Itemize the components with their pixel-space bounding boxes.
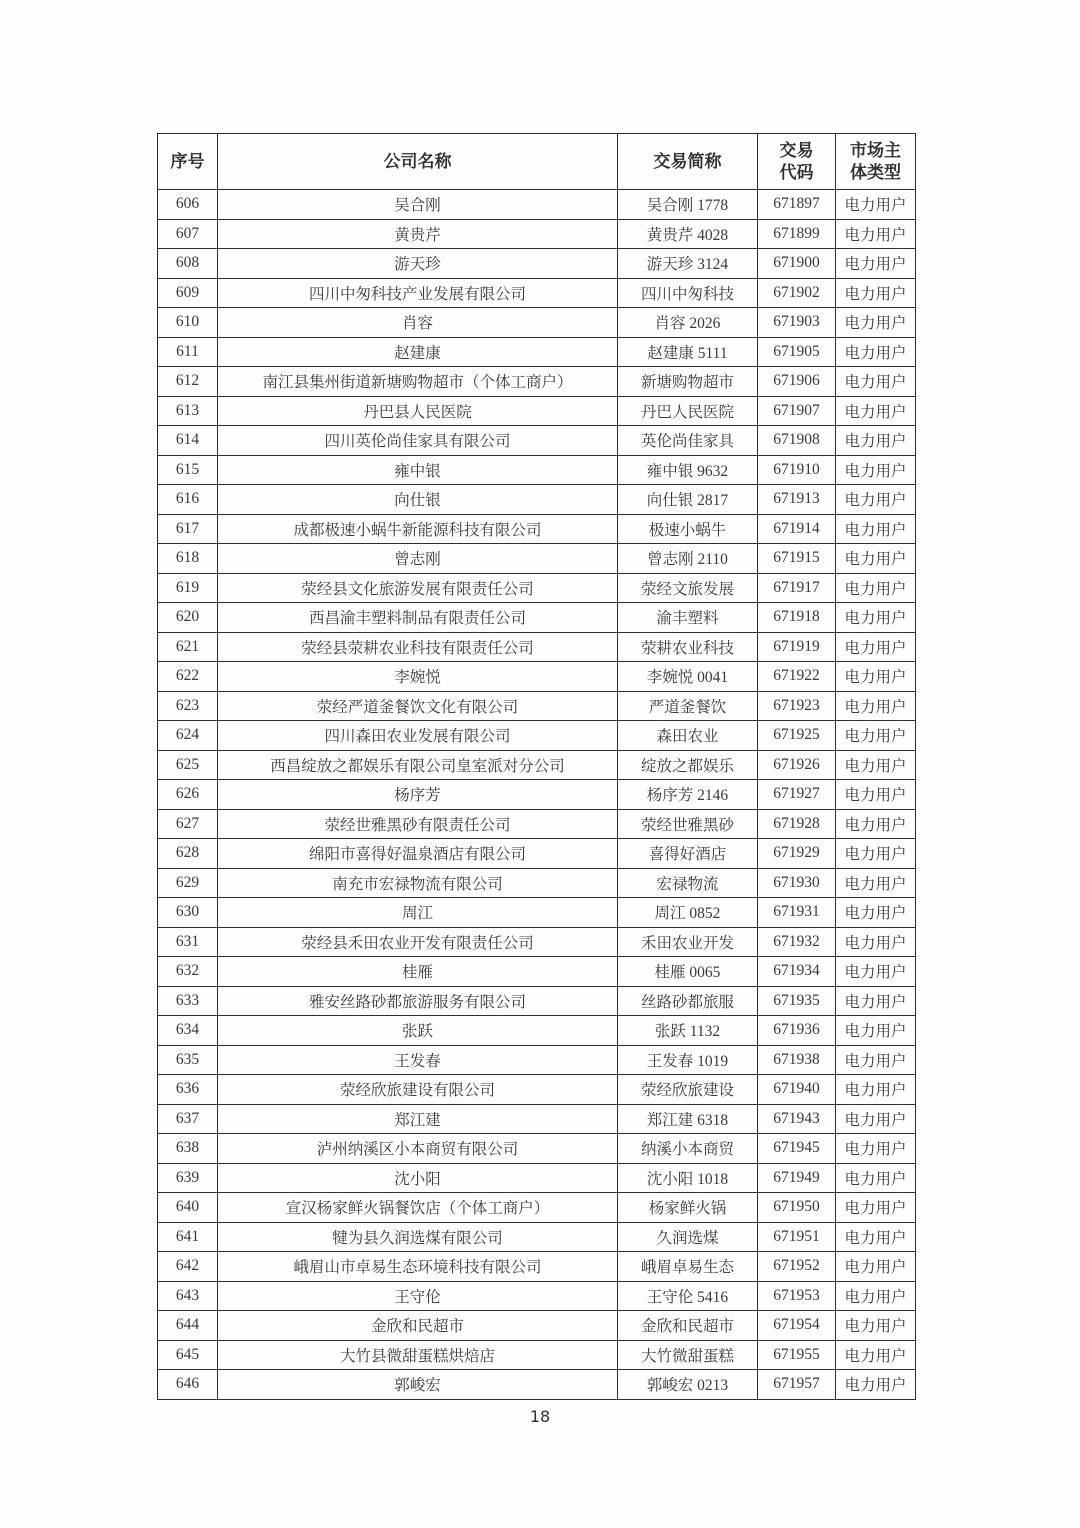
table-row xyxy=(158,1193,916,1223)
cell-serial: 631 xyxy=(158,927,218,957)
cell-trading-abbr: 四川中匆科技 xyxy=(618,278,758,308)
cell-trading-code: 671905 xyxy=(758,337,836,367)
cell-entity-type: 电力用户 xyxy=(836,1370,916,1400)
cell-serial: 639 xyxy=(158,1163,218,1193)
table-row xyxy=(158,957,916,987)
cell-serial: 611 xyxy=(158,337,218,367)
cell-serial: 616 xyxy=(158,485,218,515)
cell-company-name: 峨眉山市卓易生态环境科技有限公司 xyxy=(218,1252,618,1282)
table-row xyxy=(158,190,916,220)
cell-serial: 608 xyxy=(158,249,218,279)
cell-serial: 612 xyxy=(158,367,218,397)
cell-serial: 628 xyxy=(158,839,218,869)
cell-entity-type: 电力用户 xyxy=(836,249,916,279)
cell-serial: 621 xyxy=(158,632,218,662)
cell-entity-type: 电力用户 xyxy=(836,957,916,987)
cell-serial: 637 xyxy=(158,1104,218,1134)
cell-trading-abbr: 金欣和民超市 xyxy=(618,1311,758,1341)
cell-trading-abbr: 杨序芳 2146 xyxy=(618,780,758,810)
table-row xyxy=(158,868,916,898)
cell-trading-abbr: 曾志刚 2110 xyxy=(618,544,758,574)
cell-trading-code: 671906 xyxy=(758,367,836,397)
cell-company-name: 南江县集州街道新塘购物超市（个体工商户） xyxy=(218,367,618,397)
cell-trading-code: 671923 xyxy=(758,691,836,721)
table-row xyxy=(158,780,916,810)
cell-trading-abbr: 新塘购物超市 xyxy=(618,367,758,397)
cell-trading-code: 671940 xyxy=(758,1075,836,1105)
cell-company-name: 雅安丝路砂都旅游服务有限公司 xyxy=(218,986,618,1016)
table-header-row xyxy=(158,134,916,190)
cell-company-name: 荥经严道釜餐饮文化有限公司 xyxy=(218,691,618,721)
cell-trading-abbr: 吴合刚 1778 xyxy=(618,190,758,220)
cell-company-name: 黄贵芹 xyxy=(218,219,618,249)
table-row xyxy=(158,662,916,692)
cell-serial: 635 xyxy=(158,1045,218,1075)
cell-trading-code: 671952 xyxy=(758,1252,836,1282)
cell-serial: 619 xyxy=(158,573,218,603)
cell-entity-type: 电力用户 xyxy=(836,573,916,603)
cell-serial: 622 xyxy=(158,662,218,692)
cell-serial: 643 xyxy=(158,1281,218,1311)
cell-company-name: 荥经县荥耕农业科技有限责任公司 xyxy=(218,632,618,662)
cell-trading-code: 671927 xyxy=(758,780,836,810)
cell-company-name: 成都极速小蜗牛新能源科技有限公司 xyxy=(218,514,618,544)
cell-trading-abbr: 郑江建 6318 xyxy=(618,1104,758,1134)
cell-company-name: 西昌绽放之都娱乐有限公司皇室派对分公司 xyxy=(218,750,618,780)
cell-company-name: 郭峻宏 xyxy=(218,1370,618,1400)
cell-company-name: 李婉悦 xyxy=(218,662,618,692)
table-row xyxy=(158,337,916,367)
cell-trading-abbr: 沈小阳 1018 xyxy=(618,1163,758,1193)
table-row xyxy=(158,1370,916,1400)
cell-serial: 646 xyxy=(158,1370,218,1400)
cell-trading-code: 671925 xyxy=(758,721,836,751)
cell-serial: 606 xyxy=(158,190,218,220)
cell-trading-abbr: 张跃 1132 xyxy=(618,1016,758,1046)
cell-entity-type: 电力用户 xyxy=(836,868,916,898)
cell-trading-abbr: 黄贵芹 4028 xyxy=(618,219,758,249)
cell-trading-abbr: 荥耕农业科技 xyxy=(618,632,758,662)
cell-entity-type: 电力用户 xyxy=(836,1075,916,1105)
table-row xyxy=(158,1252,916,1282)
cell-trading-code: 671929 xyxy=(758,839,836,869)
cell-trading-abbr: 丝路砂都旅服 xyxy=(618,986,758,1016)
cell-serial: 620 xyxy=(158,603,218,633)
cell-trading-code: 671953 xyxy=(758,1281,836,1311)
col-header-entity-type-line2: 体类型 xyxy=(850,162,901,182)
cell-company-name: 曾志刚 xyxy=(218,544,618,574)
cell-trading-code: 671945 xyxy=(758,1134,836,1164)
cell-entity-type: 电力用户 xyxy=(836,809,916,839)
table-row xyxy=(158,219,916,249)
cell-company-name: 绵阳市喜得好温泉酒店有限公司 xyxy=(218,839,618,869)
cell-serial: 610 xyxy=(158,308,218,338)
cell-serial: 613 xyxy=(158,396,218,426)
table-row xyxy=(158,1045,916,1075)
cell-company-name: 泸州纳溪区小本商贸有限公司 xyxy=(218,1134,618,1164)
cell-trading-abbr: 峨眉卓易生态 xyxy=(618,1252,758,1282)
cell-company-name: 沈小阳 xyxy=(218,1163,618,1193)
cell-serial: 645 xyxy=(158,1340,218,1370)
table-row xyxy=(158,249,916,279)
cell-trading-abbr: 王守伦 5416 xyxy=(618,1281,758,1311)
cell-trading-code: 671903 xyxy=(758,308,836,338)
cell-company-name: 犍为县久润选煤有限公司 xyxy=(218,1222,618,1252)
cell-trading-code: 671907 xyxy=(758,396,836,426)
cell-entity-type: 电力用户 xyxy=(836,396,916,426)
table-row xyxy=(158,809,916,839)
cell-trading-abbr: 渝丰塑料 xyxy=(618,603,758,633)
table-row xyxy=(158,573,916,603)
cell-company-name: 杨序芳 xyxy=(218,780,618,810)
cell-trading-code: 671914 xyxy=(758,514,836,544)
cell-trading-abbr: 英伦尚佳家具 xyxy=(618,426,758,456)
cell-trading-code: 671932 xyxy=(758,927,836,957)
table-row xyxy=(158,721,916,751)
cell-entity-type: 电力用户 xyxy=(836,1252,916,1282)
table-row xyxy=(158,927,916,957)
cell-serial: 630 xyxy=(158,898,218,928)
cell-company-name: 赵建康 xyxy=(218,337,618,367)
table-row xyxy=(158,544,916,574)
cell-trading-abbr: 禾田农业开发 xyxy=(618,927,758,957)
table-row xyxy=(158,691,916,721)
cell-trading-code: 671957 xyxy=(758,1370,836,1400)
cell-entity-type: 电力用户 xyxy=(836,927,916,957)
cell-entity-type: 电力用户 xyxy=(836,1311,916,1341)
cell-trading-abbr: 郭峻宏 0213 xyxy=(618,1370,758,1400)
cell-serial: 638 xyxy=(158,1134,218,1164)
table-row xyxy=(158,1104,916,1134)
cell-trading-abbr: 喜得好酒店 xyxy=(618,839,758,869)
cell-serial: 623 xyxy=(158,691,218,721)
cell-trading-code: 671931 xyxy=(758,898,836,928)
table-row xyxy=(158,308,916,338)
cell-company-name: 荥经县文化旅游发展有限责任公司 xyxy=(218,573,618,603)
cell-trading-abbr: 宏禄物流 xyxy=(618,868,758,898)
cell-entity-type: 电力用户 xyxy=(836,691,916,721)
cell-trading-code: 671951 xyxy=(758,1222,836,1252)
cell-company-name: 雍中银 xyxy=(218,455,618,485)
cell-trading-code: 671897 xyxy=(758,190,836,220)
cell-entity-type: 电力用户 xyxy=(836,603,916,633)
cell-serial: 633 xyxy=(158,986,218,1016)
cell-company-name: 四川中匆科技产业发展有限公司 xyxy=(218,278,618,308)
table-row xyxy=(158,603,916,633)
cell-trading-abbr: 荥经文旅发展 xyxy=(618,573,758,603)
table-body xyxy=(158,190,916,1400)
table-row xyxy=(158,278,916,308)
cell-trading-code: 671926 xyxy=(758,750,836,780)
cell-entity-type: 电力用户 xyxy=(836,632,916,662)
cell-company-name: 王守伦 xyxy=(218,1281,618,1311)
cell-trading-code: 671913 xyxy=(758,485,836,515)
cell-company-name: 王发春 xyxy=(218,1045,618,1075)
cell-trading-code: 671936 xyxy=(758,1016,836,1046)
cell-entity-type: 电力用户 xyxy=(836,1222,916,1252)
cell-serial: 624 xyxy=(158,721,218,751)
cell-trading-code: 671930 xyxy=(758,868,836,898)
table-row xyxy=(158,1016,916,1046)
cell-serial: 627 xyxy=(158,809,218,839)
cell-trading-code: 671938 xyxy=(758,1045,836,1075)
cell-entity-type: 电力用户 xyxy=(836,1163,916,1193)
table-row xyxy=(158,1134,916,1164)
table-row xyxy=(158,986,916,1016)
cell-trading-abbr: 严道釜餐饮 xyxy=(618,691,758,721)
cell-trading-code: 671949 xyxy=(758,1163,836,1193)
table-row xyxy=(158,514,916,544)
cell-company-name: 荥经世雅黑砂有限责任公司 xyxy=(218,809,618,839)
col-header-code-line2: 代码 xyxy=(779,162,814,182)
cell-serial: 609 xyxy=(158,278,218,308)
cell-company-name: 西昌渝丰塑料制品有限责任公司 xyxy=(218,603,618,633)
cell-entity-type: 电力用户 xyxy=(836,986,916,1016)
cell-entity-type: 电力用户 xyxy=(836,1134,916,1164)
cell-trading-abbr: 桂雁 0065 xyxy=(618,957,758,987)
cell-company-name: 向仕银 xyxy=(218,485,618,515)
cell-entity-type: 电力用户 xyxy=(836,426,916,456)
table-row xyxy=(158,839,916,869)
cell-trading-abbr: 游天珍 3124 xyxy=(618,249,758,279)
cell-serial: 642 xyxy=(158,1252,218,1282)
cell-trading-code: 671934 xyxy=(758,957,836,987)
cell-entity-type: 电力用户 xyxy=(836,308,916,338)
cell-company-name: 吴合刚 xyxy=(218,190,618,220)
col-header-serial: 序号 xyxy=(158,134,218,190)
cell-entity-type: 电力用户 xyxy=(836,367,916,397)
cell-serial: 636 xyxy=(158,1075,218,1105)
cell-trading-abbr: 丹巴人民医院 xyxy=(618,396,758,426)
cell-trading-code: 671917 xyxy=(758,573,836,603)
cell-trading-abbr: 极速小蜗牛 xyxy=(618,514,758,544)
cell-serial: 640 xyxy=(158,1193,218,1223)
table-row xyxy=(158,485,916,515)
table-row xyxy=(158,396,916,426)
cell-entity-type: 电力用户 xyxy=(836,839,916,869)
cell-trading-code: 671950 xyxy=(758,1193,836,1223)
cell-company-name: 四川森田农业发展有限公司 xyxy=(218,721,618,751)
cell-trading-code: 671955 xyxy=(758,1340,836,1370)
col-header-abbr: 交易简称 xyxy=(618,134,758,190)
cell-company-name: 游天珍 xyxy=(218,249,618,279)
cell-entity-type: 电力用户 xyxy=(836,190,916,220)
cell-trading-code: 671915 xyxy=(758,544,836,574)
cell-company-name: 宣汉杨家鲜火锅餐饮店（个体工商户） xyxy=(218,1193,618,1223)
cell-entity-type: 电力用户 xyxy=(836,278,916,308)
cell-company-name: 丹巴县人民医院 xyxy=(218,396,618,426)
cell-entity-type: 电力用户 xyxy=(836,544,916,574)
table-row xyxy=(158,1340,916,1370)
table-row xyxy=(158,898,916,928)
table-row xyxy=(158,750,916,780)
cell-company-name: 郑江建 xyxy=(218,1104,618,1134)
cell-company-name: 荥经县禾田农业开发有限责任公司 xyxy=(218,927,618,957)
cell-trading-code: 671954 xyxy=(758,1311,836,1341)
cell-trading-abbr: 李婉悦 0041 xyxy=(618,662,758,692)
cell-serial: 644 xyxy=(158,1311,218,1341)
cell-company-name: 四川英伦尚佳家具有限公司 xyxy=(218,426,618,456)
cell-trading-code: 671935 xyxy=(758,986,836,1016)
cell-trading-code: 671910 xyxy=(758,455,836,485)
table-row xyxy=(158,1222,916,1252)
cell-company-name: 张跃 xyxy=(218,1016,618,1046)
table-row xyxy=(158,1311,916,1341)
cell-serial: 625 xyxy=(158,750,218,780)
cell-trading-abbr: 周江 0852 xyxy=(618,898,758,928)
table-row xyxy=(158,455,916,485)
cell-entity-type: 电力用户 xyxy=(836,514,916,544)
cell-entity-type: 电力用户 xyxy=(836,721,916,751)
cell-trading-code: 671899 xyxy=(758,219,836,249)
cell-entity-type: 电力用户 xyxy=(836,1045,916,1075)
cell-trading-code: 671928 xyxy=(758,809,836,839)
cell-company-name: 周江 xyxy=(218,898,618,928)
cell-company-name: 肖容 xyxy=(218,308,618,338)
cell-trading-abbr: 荥经欣旅建设 xyxy=(618,1075,758,1105)
cell-entity-type: 电力用户 xyxy=(836,1281,916,1311)
cell-company-name: 大竹县微甜蛋糕烘焙店 xyxy=(218,1340,618,1370)
cell-company-name: 金欣和民超市 xyxy=(218,1311,618,1341)
cell-trading-abbr: 雍中银 9632 xyxy=(618,455,758,485)
cell-entity-type: 电力用户 xyxy=(836,780,916,810)
cell-trading-abbr: 向仕银 2817 xyxy=(618,485,758,515)
cell-serial: 618 xyxy=(158,544,218,574)
cell-entity-type: 电力用户 xyxy=(836,455,916,485)
cell-trading-code: 671922 xyxy=(758,662,836,692)
cell-serial: 641 xyxy=(158,1222,218,1252)
cell-trading-code: 671919 xyxy=(758,632,836,662)
col-header-entity-type xyxy=(836,134,916,190)
cell-trading-code: 671943 xyxy=(758,1104,836,1134)
cell-serial: 607 xyxy=(158,219,218,249)
market-entities-table xyxy=(157,133,916,1400)
cell-serial: 626 xyxy=(158,780,218,810)
table-row xyxy=(158,367,916,397)
page-number: 18 xyxy=(529,1407,551,1426)
cell-entity-type: 电力用户 xyxy=(836,485,916,515)
cell-trading-abbr: 大竹微甜蛋糕 xyxy=(618,1340,758,1370)
cell-serial: 629 xyxy=(158,868,218,898)
cell-trading-abbr: 肖容 2026 xyxy=(618,308,758,338)
cell-trading-code: 671900 xyxy=(758,249,836,279)
cell-entity-type: 电力用户 xyxy=(836,337,916,367)
cell-entity-type: 电力用户 xyxy=(836,898,916,928)
cell-serial: 632 xyxy=(158,957,218,987)
cell-trading-abbr: 森田农业 xyxy=(618,721,758,751)
cell-serial: 615 xyxy=(158,455,218,485)
cell-entity-type: 电力用户 xyxy=(836,1104,916,1134)
cell-company-name: 桂雁 xyxy=(218,957,618,987)
cell-entity-type: 电力用户 xyxy=(836,662,916,692)
table-row xyxy=(158,632,916,662)
col-header-company: 公司名称 xyxy=(218,134,618,190)
cell-entity-type: 电力用户 xyxy=(836,219,916,249)
cell-serial: 634 xyxy=(158,1016,218,1046)
cell-entity-type: 电力用户 xyxy=(836,1016,916,1046)
cell-trading-code: 671902 xyxy=(758,278,836,308)
cell-trading-abbr: 纳溪小本商贸 xyxy=(618,1134,758,1164)
cell-trading-abbr: 绽放之都娱乐 xyxy=(618,750,758,780)
cell-trading-abbr: 赵建康 5111 xyxy=(618,337,758,367)
cell-trading-code: 671908 xyxy=(758,426,836,456)
col-header-code xyxy=(758,134,836,190)
cell-company-name: 南充市宏禄物流有限公司 xyxy=(218,868,618,898)
cell-entity-type: 电力用户 xyxy=(836,1340,916,1370)
table-row xyxy=(158,1281,916,1311)
cell-trading-code: 671918 xyxy=(758,603,836,633)
cell-company-name: 荥经欣旅建设有限公司 xyxy=(218,1075,618,1105)
table-row xyxy=(158,1075,916,1105)
cell-entity-type: 电力用户 xyxy=(836,1193,916,1223)
cell-trading-abbr: 杨家鲜火锅 xyxy=(618,1193,758,1223)
cell-serial: 617 xyxy=(158,514,218,544)
col-header-entity-type-line1: 市场主 xyxy=(850,141,901,161)
cell-trading-abbr: 王发春 1019 xyxy=(618,1045,758,1075)
cell-trading-abbr: 荥经世雅黑砂 xyxy=(618,809,758,839)
table-row xyxy=(158,1163,916,1193)
cell-entity-type: 电力用户 xyxy=(836,750,916,780)
table-row xyxy=(158,426,916,456)
col-header-code-line1: 交易 xyxy=(779,141,814,161)
cell-trading-abbr: 久润选煤 xyxy=(618,1222,758,1252)
cell-serial: 614 xyxy=(158,426,218,456)
